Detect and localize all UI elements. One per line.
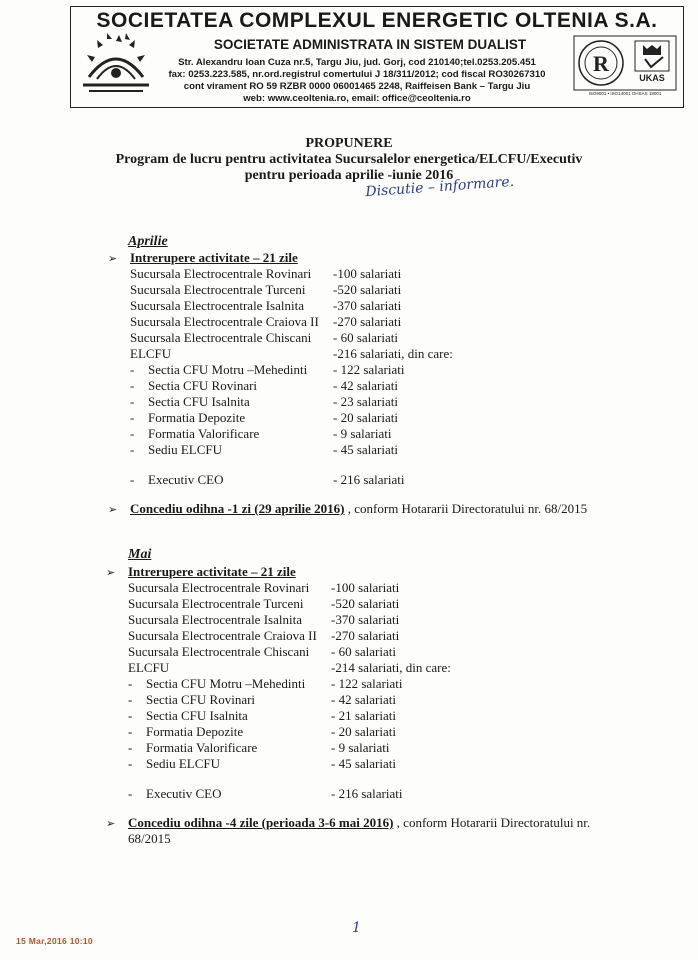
company-name: SOCIETATEA COMPLEXUL ENERGETIC OLTENIA S.A. [96, 9, 658, 32]
row-value: -214 salariati, din care: [331, 660, 451, 675]
row-value: -100 salariati [331, 580, 400, 595]
dash-bullet: - [128, 708, 133, 723]
row-value: -270 salariati [331, 628, 400, 643]
row-value: - 216 salariati [333, 472, 405, 487]
row-value: -520 salariati [331, 596, 400, 611]
dash-bullet: - [130, 442, 135, 457]
doc-title: PROPUNERE [305, 136, 393, 151]
section-heading: Intrerupere activitate – 21 zile [128, 564, 296, 579]
dash-bullet: - [128, 756, 133, 771]
row-value: -216 salariati, din care: [333, 346, 453, 361]
list-item: Sediu ELCFU [148, 442, 223, 457]
section-heading: Intrerupere activitate – 21 zile [130, 250, 298, 265]
registry-line: fax: 0253.223.585, nr.ord.registrul comertului J 18/311/2012; cod fiscal RO30267310 [168, 69, 546, 80]
dash-bullet: - [130, 426, 135, 441]
month-label: Aprilie [128, 234, 168, 249]
table-row: Sucursala Electrocentrale Craiova II [130, 314, 319, 329]
arrow-bullet-icon: ➢ [106, 818, 116, 830]
table-row: Sucursala Electrocentrale Rovinari [128, 580, 310, 595]
row-value: - 45 salariati [333, 442, 398, 457]
exec-row: Executiv CEO [148, 472, 224, 487]
table-row: Sucursala Electrocentrale Craiova II [128, 628, 317, 643]
row-value: - 9 salariati [331, 740, 390, 755]
doc-subtitle-1: Program de lucru pentru activitatea Sucursalelor energetica/ELCFU/Executiv [115, 152, 583, 167]
row-value: -100 salariati [333, 266, 402, 281]
table-row: Sucursala Electrocentrale Turceni [128, 596, 304, 611]
address-line: Str. Alexandru Ioan Cuza nr.5, Targu Jiu, jud. Gorj, cod 210140;tel.0253.205.451 [178, 57, 536, 68]
row-value: - 42 salariati [333, 378, 398, 393]
list-item: Formatia Depozite [148, 410, 246, 425]
company-logo-gear-icon [79, 33, 153, 95]
row-value: - 60 salariati [333, 330, 398, 345]
svg-text:R: R [593, 51, 609, 76]
list-item: Sectia CFU Isalnita [146, 708, 248, 723]
bank-line: cont virament RO 59 RZBR 0000 06001465 2248, Raiffeisen Bank – Targu Jiu [183, 81, 531, 92]
row-value: - 216 salariati [331, 786, 403, 801]
arrow-bullet-icon: ➢ [108, 504, 118, 516]
dash-bullet: - [128, 724, 133, 739]
row-value: - 20 salariati [331, 724, 396, 739]
table-row: Sucursala Electrocentrale Isalnita [128, 612, 302, 627]
list-item: Sectia CFU Rovinari [146, 692, 256, 707]
row-value: - 60 salariati [331, 644, 396, 659]
svg-text:UKAS: UKAS [639, 73, 665, 83]
leave-line: Concediu odihna -4 zile (perioada 3-6 mai 2016) , conform Hotararii Directoratului nr. [128, 815, 591, 830]
cert-caption: ISO9001 • ISO14001 OHSAS 18001 [588, 91, 662, 96]
list-item: Sediu ELCFU [146, 756, 221, 771]
dash-bullet: - [128, 740, 133, 755]
row-value: - 122 salariati [333, 362, 405, 377]
row-value: - 9 salariati [333, 426, 392, 441]
table-row: ELCFU [130, 346, 172, 361]
row-value: - 20 salariati [333, 410, 398, 425]
month-label: Mai [128, 547, 152, 562]
list-item: Sectia CFU Isalnita [148, 394, 250, 409]
table-row: Sucursala Electrocentrale Chiscani [130, 330, 312, 345]
list-item: Formatia Depozite [146, 724, 244, 739]
row-value: - 42 salariati [331, 692, 396, 707]
leave-line: Concediu odihna -1 zi (29 aprilie 2016) , conform Hotararii Directoratului nr. 68/2015 [130, 501, 588, 516]
row-value: - 21 salariati [331, 708, 396, 723]
dash-bullet: - [130, 378, 135, 393]
leave-line-cont: 68/2015 [128, 831, 171, 846]
handwritten-page-mark: 1 [352, 920, 361, 936]
dash-bullet: - [128, 786, 133, 801]
dash-bullet: - [130, 362, 135, 377]
company-subtitle: SOCIETATE ADMINISTRATA IN SISTEM DUALIST [213, 37, 527, 52]
list-item: Formatia Valorificare [148, 426, 260, 441]
doc-subtitle-2: pentru perioada aprilie -iunie 2016 [244, 168, 454, 183]
table-row: Sucursala Electrocentrale Rovinari [130, 266, 312, 281]
dash-bullet: - [128, 692, 133, 707]
list-item: Sectia CFU Rovinari [148, 378, 258, 393]
letterhead [70, 6, 684, 108]
table-row: Sucursala Electrocentrale Isalnita [130, 298, 304, 313]
dash-bullet: - [130, 472, 135, 487]
list-item: Formatia Valorificare [146, 740, 258, 755]
row-value: - 45 salariati [331, 756, 396, 771]
row-value: -370 salariati [333, 298, 402, 313]
list-item: Sectia CFU Motru –Mehedinti [148, 362, 308, 377]
exec-row: Executiv CEO [146, 786, 222, 801]
row-value: -370 salariati [331, 612, 400, 627]
row-value: -520 salariati [333, 282, 402, 297]
table-row: Sucursala Electrocentrale Chiscani [128, 644, 310, 659]
dash-bullet: - [130, 394, 135, 409]
row-value: - 122 salariati [331, 676, 403, 691]
row-value: - 23 salariati [333, 394, 398, 409]
table-row: ELCFU [128, 660, 170, 675]
row-value: -270 salariati [333, 314, 402, 329]
arrow-bullet-icon: ➢ [108, 253, 118, 265]
web-line: web: www.ceoltenia.ro, email: office@ceoltenia.ro [243, 93, 471, 104]
arrow-bullet-icon: ➢ [106, 567, 116, 579]
dash-bullet: - [130, 410, 135, 425]
handwritten-note: Discutie – informare. [364, 173, 515, 201]
table-row: Sucursala Electrocentrale Turceni [130, 282, 306, 297]
fax-timestamp: 15 Mar,2016 10:10 [16, 936, 93, 946]
dash-bullet: - [128, 676, 133, 691]
list-item: Sectia CFU Motru –Mehedinti [146, 676, 306, 691]
